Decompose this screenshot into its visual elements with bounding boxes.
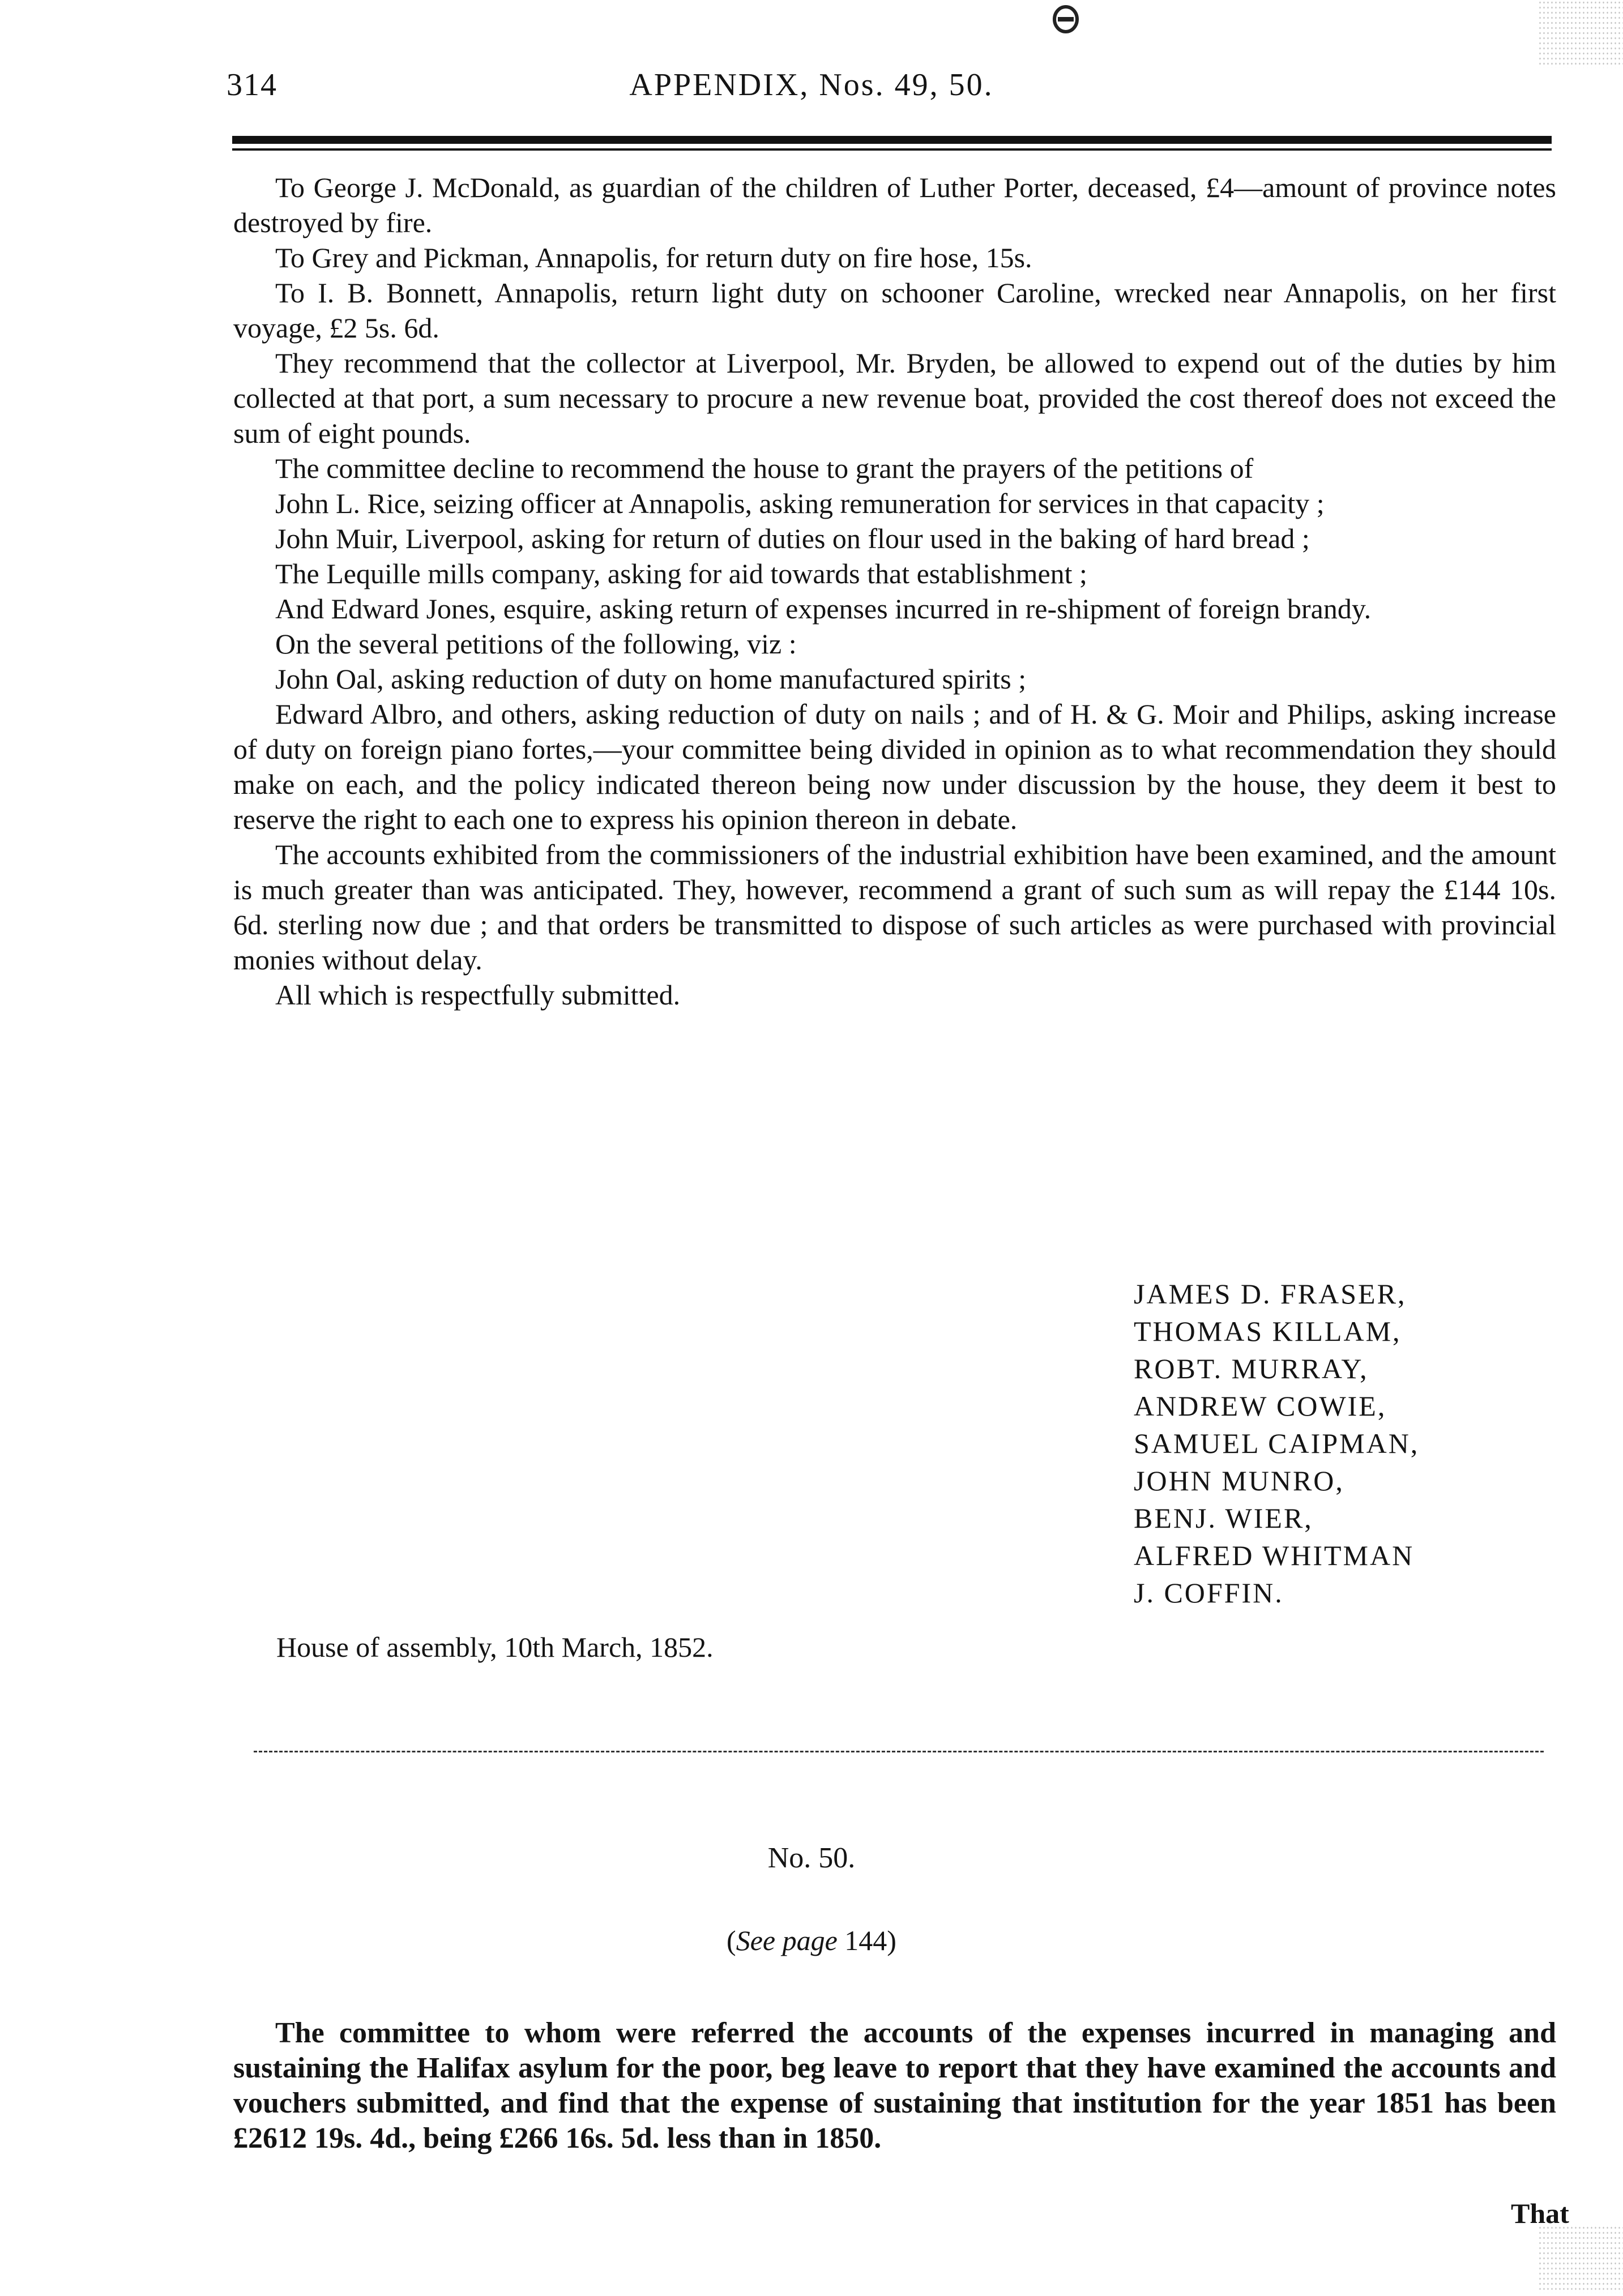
signatory: ALFRED WHITMAN	[1134, 1540, 1415, 1571]
paragraph: And Edward Jones, esquire, asking return of expenses incurred in re-shipment of foreign brandy.	[275, 593, 1372, 625]
section-number: No. 50.	[767, 1842, 856, 1874]
paragraph: On the several petitions of the following, viz :	[275, 628, 797, 660]
signatory: JAMES D. FRASER,	[1134, 1278, 1407, 1310]
signatory: J. COFFIN.	[1134, 1577, 1284, 1609]
paragraph: Edward Albro, and others, asking reduction of duty on nails ; and of H. & G. Moir and Philips, asking increase of duty on foreign piano fortes,—your committee being divided in opinion as to what recommendation they should make on each, and the policy indicated thereon being now under discussion by the house, they deem it best to reserve the right to each one to express his opinion thereon in debate.	[233, 698, 1556, 835]
paragraph: The accounts exhibited from the commissioners of the industrial exhibition have been examined, and the amount is much greater than was anticipated. They, however, recommend a grant of such sum as will repay the £144 10s. 6d. sterling now due ; and that orders be transmitted to dispose of such articles as were purchased with provincial monies without delay.	[233, 839, 1556, 976]
signatory: THOMAS KILLAM,	[1134, 1315, 1402, 1347]
report-body	[233, 170, 1556, 1012]
paragraph: The committee decline to recommend the house to grant the prayers of the petitions of	[275, 452, 1254, 484]
signatory: ANDREW COWIE,	[1134, 1390, 1387, 1422]
paragraph: To Grey and Pickman, Annapolis, for return duty on fire hose, 15s.	[275, 242, 1032, 273]
see-page-reference: (See page 144)	[727, 1925, 896, 1956]
see-page-prefix: See page	[736, 1925, 838, 1956]
paragraph: John Oal, asking reduction of duty on home manufactured spirits ;	[275, 663, 1027, 695]
section-separator	[254, 1751, 1544, 1752]
paragraph: To George J. McDonald, as guardian of the children of Luther Porter, deceased, £4—amount of province notes destroyed by fire.	[233, 172, 1556, 238]
page-header	[0, 67, 1623, 112]
paragraph: John L. Rice, seizing officer at Annapolis, asking remuneration for services in that capacity ;	[275, 488, 1325, 519]
signature-block	[1134, 1275, 1419, 1611]
header-rule-thick	[232, 136, 1552, 144]
asylum-report	[233, 2016, 1556, 2156]
running-title: APPENDIX, Nos. 49, 50.	[629, 67, 994, 102]
signatory: SAMUEL CAIPMAN,	[1134, 1427, 1420, 1459]
page-number: 314	[227, 67, 277, 102]
catchword: That	[1511, 2197, 1569, 2229]
paragraph: John Muir, Liverpool, asking for return of duties on flour used in the baking of hard bread ;	[275, 523, 1310, 554]
ink-blot-mark	[1048, 2, 1084, 39]
paragraph: They recommend that the collector at Liverpool, Mr. Bryden, be allowed to expend out of the duties by him collected at that port, a sum necessary to procure a new revenue boat, provided the cost thereof does not exceed the sum of eight pounds.	[233, 347, 1556, 449]
dateline: House of assembly, 10th March, 1852.	[276, 1631, 714, 1663]
signatory: ROBT. MURRAY,	[1134, 1353, 1369, 1384]
signatory: BENJ. WIER,	[1134, 1502, 1313, 1534]
paragraph: To I. B. Bonnett, Annapolis, return light duty on schooner Caroline, wrecked near Annapolis, on her first voyage, £2 5s. 6d.	[233, 277, 1556, 344]
paragraph: The Lequille mills company, asking for aid towards that establishment ;	[275, 558, 1087, 589]
scan-noise-bottom-right	[1538, 2225, 1623, 2293]
signatory: JOHN MUNRO,	[1134, 1465, 1344, 1497]
paragraph: All which is respectfully submitted.	[275, 979, 681, 1011]
scan-noise-top-right	[1538, 0, 1623, 68]
header-rule-thin	[232, 148, 1552, 151]
see-page-number: 144	[844, 1925, 887, 1956]
paragraph: The committee to whom were referred the accounts of the expenses incurred in managing and sustaining the Halifax asylum for the poor, beg leave to report that they have examined the accounts and vouchers submitted, and find that the expense of sustaining that institution for the year 1851 has been £2612 19s. 4d., being £266 16s. 5d. less than in 1850.	[233, 2017, 1556, 2154]
